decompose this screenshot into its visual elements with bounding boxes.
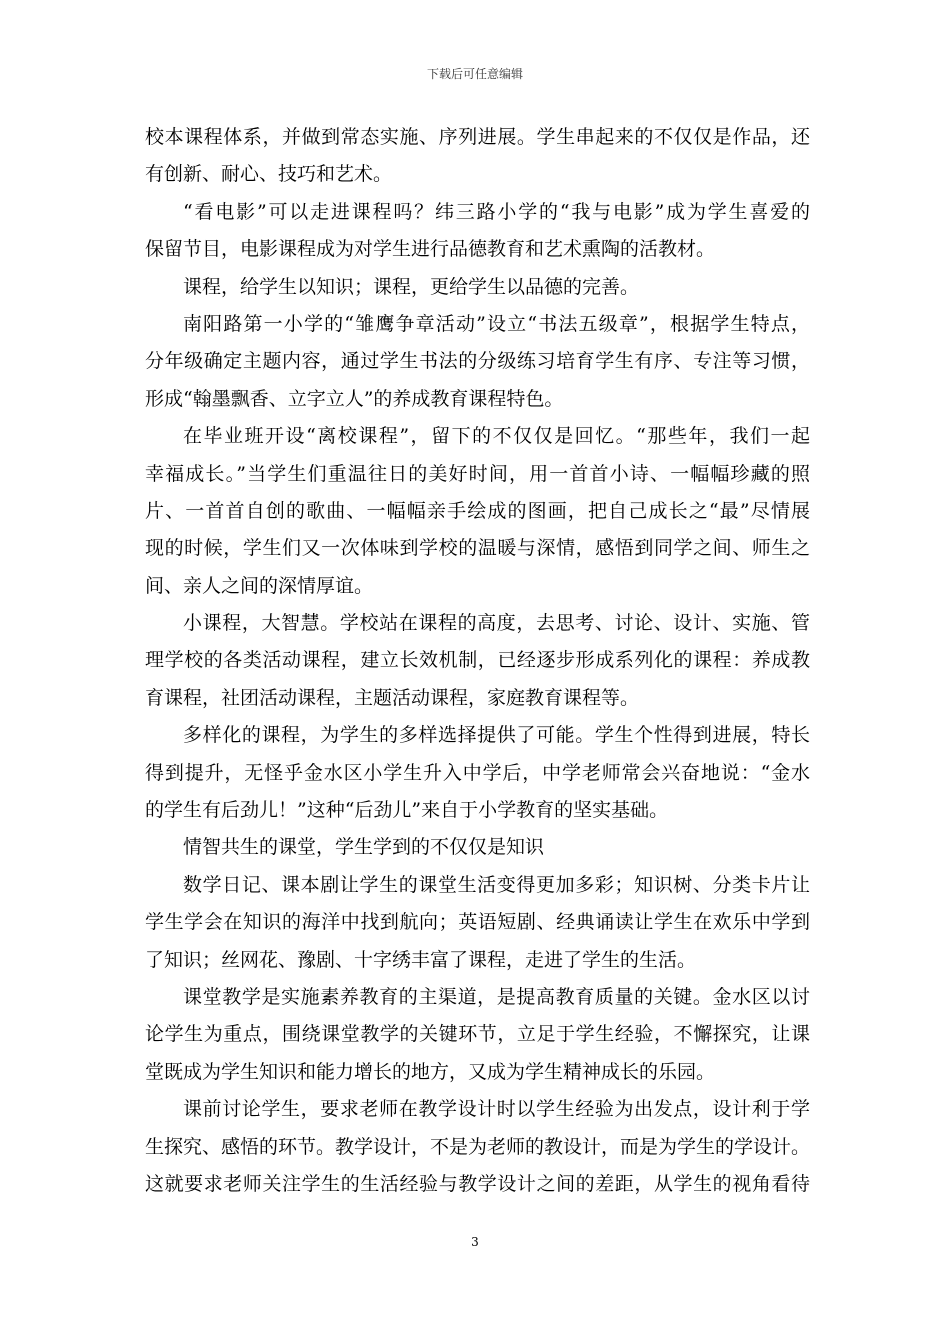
text-line: 小课程，大智慧。学校站在课程的高度，去思考、讨论、设计、实施、管 <box>183 612 810 635</box>
text-line: 有创新、耐心、技巧和艺术。 <box>145 163 393 186</box>
text-line: “看电影”可以走进课程吗？纬三路小学的“我与电影”成为学生喜爱的 <box>183 200 810 223</box>
text-line: 课程，给学生以知识；课程，更给学生以品德的完善。 <box>183 275 640 298</box>
page-header: 下载后可任意编辑 <box>426 67 523 81</box>
text-line: 形成“翰墨飘香、立字立人”的养成教育课程特色。 <box>145 387 564 410</box>
text-line: 育课程，社团活动课程，主题活动课程，家庭教育课程等。 <box>145 686 640 709</box>
text-line: 现的时候，学生们又一次体味到学校的温暖与深情，感悟到同学之间、师生之 <box>145 537 810 560</box>
text-line: 片、一首首自创的歌曲、一幅幅亲手绘成的图画，把自己成长之“最”尽情展 <box>145 499 810 522</box>
text-line: 多样化的课程，为学生的多样选择提供了可能。学生个性得到进展，特长 <box>183 724 810 747</box>
text-line: 校本课程体系，并做到常态实施、序列进展。学生串起来的不仅仅是作品，还 <box>145 126 810 148</box>
text-line: 保留节目，电影课程成为对学生进行品德教育和艺术熏陶的活教材。 <box>145 238 716 261</box>
text-line: 数学日记、课本剧让学生的课堂生活变得更加多彩；知识树、分类卡片让 <box>183 873 810 896</box>
text-line: 了知识；丝网花、豫剧、十字绣丰富了课程，走进了学生的生活。 <box>145 948 697 971</box>
body-text <box>145 119 810 1203</box>
text-line: 的学生有后劲儿！”这种“后劲儿”来自于小学教育的坚实基础。 <box>145 799 669 822</box>
text-line: 生探究、感悟的环节。教学设计，不是为老师的教设计，而是为学生的学设计。 <box>145 1135 811 1158</box>
text-line: 分年级确定主题内容，通过学生书法的分级练习培育学生有序、专注等习惯， <box>145 350 810 373</box>
text-line: 论学生为重点，围绕课堂教学的关键环节，立足于学生经验，不懈探究，让课 <box>145 1023 810 1046</box>
text-line: 这就要求老师关注学生的生活经验与教学设计之间的差距，从学生的视角看待 <box>145 1172 810 1195</box>
text-line: 得到提升，无怪乎金水区小学生升入中学后，中学老师常会兴奋地说：“金水 <box>145 761 810 784</box>
text-line: 课堂教学是实施素养教育的主渠道，是提高教育质量的关键。金水区以讨 <box>183 985 810 1008</box>
text-line: 幸福成长。”当学生们重温往日的美好时间，用一首首小诗、一幅幅珍藏的照 <box>145 462 810 485</box>
text-line: 南阳路第一小学的“雏鹰争章活动”设立“书法五级章”，根据学生特点， <box>183 312 810 335</box>
text-line: 课前讨论学生，要求老师在教学设计时以学生经验为出发点，设计利于学 <box>183 1098 810 1121</box>
text-line: 理学校的各类活动课程，建立长效机制，已经逐步形成系列化的课程：养成教 <box>145 649 810 672</box>
page-number: 3 <box>471 1235 479 1249</box>
section-heading: 情智共生的课堂，学生学到的不仅仅是知识 <box>183 836 545 859</box>
text-line: 间、亲人之间的深情厚谊。 <box>145 574 374 597</box>
text-line: 堂既成为学生知识和能力增长的地方，又成为学生精神成长的乐园。 <box>145 1060 716 1083</box>
text-line: 在毕业班开设“离校课程”，留下的不仅仅是回忆。“那些年，我们一起 <box>183 425 810 448</box>
text-line: 学生学会在知识的海洋中找到航向；英语短剧、经典诵读让学生在欢乐中学到 <box>145 911 810 934</box>
